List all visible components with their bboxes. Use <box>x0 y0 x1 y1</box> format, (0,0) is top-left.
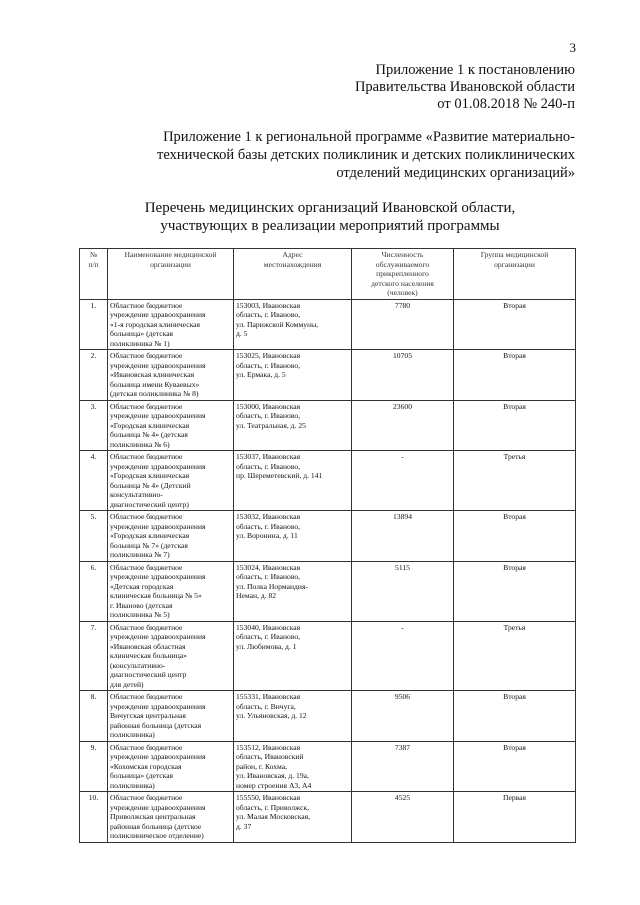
address-cell-line: 153040, Ивановская <box>236 622 301 632</box>
group-cell <box>454 511 576 562</box>
population-cell <box>352 621 454 691</box>
group-cell <box>454 451 576 511</box>
address-cell-line: ул. Воронина, д. 11 <box>236 531 298 540</box>
program-appendix-header <box>105 128 575 182</box>
organization-name-cell-line: Областное бюджетное <box>110 562 183 572</box>
table-row <box>80 511 576 562</box>
row-number-cell-line: 1. <box>90 300 97 310</box>
population-cell-line: 7387 <box>394 742 411 752</box>
header-num <box>80 249 108 300</box>
row-number-cell <box>80 350 108 401</box>
organization-name-cell-line: поликлиника) <box>110 730 155 739</box>
header-group-line: организации <box>494 259 535 269</box>
resolution-header-line-2: Правительства Ивановской области <box>354 79 575 95</box>
address-cell-line: область, г. Иваново, <box>236 360 301 370</box>
organization-name-cell <box>108 299 234 350</box>
table-row <box>80 299 576 350</box>
address-cell-line: область, г. Вичуга, <box>236 701 296 711</box>
organization-name-cell <box>108 400 234 451</box>
population-cell <box>352 741 454 792</box>
program-header-line-1: Приложение 1 к региональной программе «Развитие материально- <box>163 129 575 145</box>
group-cell-line: Вторая <box>503 692 526 701</box>
list-title <box>95 199 565 235</box>
address-cell-line: область, г. Иваново, <box>236 572 301 581</box>
resolution-appendix-header <box>355 62 575 113</box>
row-number-cell-line: 9. <box>90 742 97 752</box>
table-body <box>80 299 576 842</box>
group-cell <box>454 400 576 451</box>
organization-name-cell-line: учреждение здравоохранения <box>110 701 206 711</box>
address-cell-line: ул. Малая Московская, <box>236 812 311 821</box>
row-number-cell <box>80 511 108 562</box>
population-cell-line: 23600 <box>393 401 412 411</box>
organization-name-cell-line: клиническая больница» <box>110 651 187 660</box>
address-cell-line: д. 5 <box>236 329 248 338</box>
address-cell-line: ул. Театральная, д. 25 <box>236 420 306 430</box>
address-cell-line: пр. Шереметевский, д. 141 <box>236 471 323 480</box>
organization-name-cell-line: Областное бюджетное <box>110 793 183 802</box>
address-cell-line: область, г. Иваново, <box>236 310 301 319</box>
address-cell <box>234 691 352 742</box>
organization-name-cell-line: учреждение здравоохранения <box>110 752 206 761</box>
group-cell <box>454 792 576 843</box>
table-row <box>80 741 576 792</box>
header-population <box>352 249 454 300</box>
organization-name-cell-line: «Городская клиническая <box>110 420 190 430</box>
header-address-line: местонахождения <box>263 259 322 269</box>
organization-name-cell-line: учреждение здравоохранения <box>110 521 206 531</box>
organization-name-cell-line: поликлиника № 6) <box>110 439 170 449</box>
group-cell-line: Вторая <box>503 300 526 310</box>
header-num-line: п/п <box>88 259 99 269</box>
address-cell-line: номер строения А3, А4 <box>236 780 312 790</box>
address-cell-line: ул. Парижской Коммуны, <box>236 319 319 329</box>
organization-name-cell-line: (консультативно- <box>110 660 166 670</box>
address-cell <box>234 451 352 511</box>
header-population-line: обслуживаемого <box>375 259 430 269</box>
header-address <box>234 249 352 300</box>
header-population-line: Численность <box>381 250 424 259</box>
row-number-cell-line: 2. <box>90 351 97 360</box>
page-number: 3 <box>569 40 576 55</box>
row-number-cell-line: 7. <box>90 622 97 632</box>
organization-name-cell-line: (детская поликлиника № 8) <box>110 389 199 398</box>
address-cell-line: область, Ивановский <box>236 752 304 761</box>
address-cell <box>234 792 352 843</box>
address-cell-line: ул. Ульяновская, д. 12 <box>236 711 307 720</box>
row-number-cell-line: 4. <box>90 452 97 461</box>
organization-name-cell-line: больница» (детская <box>110 329 174 338</box>
population-cell-line: - <box>401 622 404 632</box>
resolution-header-line-3: от 01.08.2018 № 240-п <box>437 96 575 112</box>
population-cell <box>352 350 454 401</box>
organization-name-cell-line: районная больница (детская <box>110 720 202 730</box>
address-cell <box>234 741 352 792</box>
header-name-line: Наименование медицинской <box>124 250 217 259</box>
organization-name-cell-line: учреждение здравоохранения <box>110 632 206 641</box>
header-num-line: № <box>89 250 98 259</box>
organization-name-cell-line: Областное бюджетное <box>110 351 183 360</box>
organization-name-cell <box>108 741 234 792</box>
group-cell <box>454 561 576 621</box>
table-row <box>80 350 576 401</box>
organization-name-cell-line: «Ивановская клиническая <box>110 370 195 379</box>
population-cell-line: 7780 <box>394 300 411 310</box>
address-cell <box>234 561 352 621</box>
organization-name-cell <box>108 621 234 691</box>
group-cell-line: Вторая <box>503 562 526 572</box>
organization-name-cell-line: Областное бюджетное <box>110 512 183 521</box>
row-number-cell-line: 5. <box>90 512 97 521</box>
organization-name-cell-line: Областное бюджетное <box>110 742 183 752</box>
organization-name-cell <box>108 691 234 742</box>
organization-name-cell-line: диагностический центр) <box>110 499 189 509</box>
organization-name-cell-line: Областное бюджетное <box>110 622 183 632</box>
address-cell-line: 153024, Ивановская <box>236 562 301 572</box>
organization-name-cell-line: диагностический центр <box>110 670 187 679</box>
address-cell-line: 153512, Ивановская <box>236 742 301 752</box>
population-cell <box>352 451 454 511</box>
address-cell-line: ул. Ермака, д. 5 <box>236 370 286 379</box>
address-cell-line: 153037, Ивановская <box>236 452 301 461</box>
group-cell-line: Вторая <box>503 512 526 521</box>
address-cell-line: область, г. Иваново, <box>236 411 301 420</box>
organization-name-cell-line: учреждение здравоохранения <box>110 411 206 420</box>
group-cell <box>454 741 576 792</box>
address-cell-line: 155331, Ивановская <box>236 692 301 701</box>
row-number-cell <box>80 561 108 621</box>
table-row <box>80 400 576 451</box>
table-row <box>80 691 576 742</box>
organization-name-cell-line: больница № 4» (детская <box>110 430 188 439</box>
organization-name-cell-line: «Городская клиническая <box>110 531 190 540</box>
population-cell <box>352 299 454 350</box>
resolution-header-line-1: Приложение 1 к постановлению <box>375 62 575 78</box>
address-cell-line: 153032, Ивановская <box>236 512 301 521</box>
organization-name-cell-line: учреждение здравоохранения <box>110 461 206 471</box>
row-number-cell-line: 8. <box>90 692 97 701</box>
address-cell <box>234 511 352 562</box>
group-cell-line: Третья <box>503 452 526 461</box>
list-title-line-2: участвующих в реализации мероприятий программы <box>160 218 500 234</box>
organization-name-cell-line: поликлиника № 7) <box>110 550 170 559</box>
population-cell <box>352 511 454 562</box>
organization-name-cell-line: районная больница (детское <box>110 821 202 831</box>
population-cell-line: 4525 <box>394 793 411 802</box>
organization-name-cell-line: Приволжская центральная <box>110 812 196 821</box>
group-cell <box>454 350 576 401</box>
organization-name-cell-line: поликлиника) <box>110 780 155 790</box>
header-group <box>454 249 576 300</box>
organization-name-cell-line: «Ивановская областная <box>110 641 186 651</box>
row-number-cell-line: 6. <box>90 562 97 572</box>
table-header-row <box>80 249 576 300</box>
address-cell-line: 153025, Ивановская <box>236 351 301 360</box>
organization-name-cell-line: учреждение здравоохранения <box>110 360 206 370</box>
organization-name-cell-line: «Городская клиническая <box>110 471 190 480</box>
organization-name-cell-line: больница» (детская <box>110 771 174 780</box>
address-cell-line: 153003, Ивановская <box>236 300 301 310</box>
organization-name-cell <box>108 561 234 621</box>
address-cell-line: ул. Любимова, д. 1 <box>236 641 297 651</box>
address-cell <box>234 299 352 350</box>
organization-name-cell-line: консультативно- <box>110 490 163 499</box>
address-cell-line: область, г. Иваново, <box>236 461 301 471</box>
organization-name-cell-line: «Детская городская <box>110 581 174 591</box>
row-number-cell <box>80 299 108 350</box>
population-cell-line: 10705 <box>393 351 412 360</box>
group-cell-line: Третья <box>503 622 526 632</box>
organization-name-cell-line: г. Иваново (детская <box>110 600 173 610</box>
group-cell-line: Вторая <box>503 742 526 752</box>
row-number-cell <box>80 400 108 451</box>
header-population-line: детского населения <box>371 278 434 288</box>
organization-name-cell-line: «1-я городская клиническая <box>110 319 201 329</box>
program-header-line-3: отделений медицинских организаций» <box>336 165 575 181</box>
header-population-line: прикрепленного <box>376 269 429 278</box>
row-number-cell <box>80 741 108 792</box>
population-cell-line: 5115 <box>395 562 410 572</box>
organization-name-cell <box>108 511 234 562</box>
table-row <box>80 621 576 691</box>
row-number-cell <box>80 451 108 511</box>
organization-name-cell-line: поликлиника № 1) <box>110 338 170 348</box>
population-cell <box>352 400 454 451</box>
population-cell <box>352 792 454 843</box>
address-cell <box>234 400 352 451</box>
header-population-line: (человек) <box>387 288 418 297</box>
population-cell-line: - <box>401 452 404 461</box>
header-name <box>108 249 234 300</box>
population-cell-line: 9506 <box>394 692 411 701</box>
table-row <box>80 792 576 843</box>
organization-name-cell-line: поликлиника № 5) <box>110 610 170 619</box>
group-cell-line: Вторая <box>503 351 526 360</box>
address-cell-line: область, г. Приволжск, <box>236 802 310 812</box>
row-number-cell-line: 3. <box>90 401 97 411</box>
organization-name-cell <box>108 451 234 511</box>
organization-name-cell-line: Областное бюджетное <box>110 401 183 411</box>
organization-name-cell-line: Областное бюджетное <box>110 452 183 461</box>
table-row <box>80 451 576 511</box>
group-cell <box>454 621 576 691</box>
organization-name-cell-line: для детей) <box>110 679 144 689</box>
address-cell <box>234 621 352 691</box>
organizations-table <box>79 248 576 843</box>
group-cell <box>454 691 576 742</box>
organization-name-cell-line: учреждение здравоохранения <box>110 572 206 581</box>
address-cell-line: 153000, Ивановская <box>236 401 301 411</box>
organization-name-cell-line: учреждение здравоохранения <box>110 802 206 812</box>
table-row <box>80 561 576 621</box>
organization-name-cell-line: Вичугская центральная <box>110 711 186 720</box>
organization-name-cell-line: Областное бюджетное <box>110 692 183 701</box>
list-title-line-1: Перечень медицинских организаций Ивановской области, <box>144 200 516 216</box>
group-cell <box>454 299 576 350</box>
address-cell-line: Неман, д. 82 <box>236 591 277 600</box>
row-number-cell <box>80 691 108 742</box>
row-number-cell-line: 10. <box>88 793 99 802</box>
population-cell <box>352 561 454 621</box>
population-cell <box>352 691 454 742</box>
group-cell-line: Вторая <box>503 401 526 411</box>
address-cell-line: ул. Ивановская, д. 19а, <box>236 771 309 780</box>
header-group-line: Группа медицинской <box>480 250 549 259</box>
organization-name-cell-line: клиническая больница № 5» <box>110 591 202 600</box>
organization-name-cell <box>108 792 234 843</box>
address-cell-line: область, г. Иваново, <box>236 632 301 641</box>
address-cell-line: область, г. Иваново, <box>236 521 301 531</box>
organization-name-cell-line: Областное бюджетное <box>110 300 183 310</box>
organization-name-cell-line: больница имени Куваевых» <box>110 379 200 389</box>
organization-name-cell-line: поликлиническое отделение) <box>110 831 204 840</box>
address-cell-line: д. 37 <box>236 821 252 831</box>
header-name-line: организации <box>150 259 191 269</box>
row-number-cell <box>80 792 108 843</box>
organization-name-cell-line: больница № 7» (детская <box>110 540 188 550</box>
program-header-line-2: технической базы детских поликлиник и детских поликлинических <box>157 147 575 163</box>
population-cell-line: 13894 <box>393 512 412 521</box>
group-cell-line: Первая <box>503 793 526 802</box>
row-number-cell <box>80 621 108 691</box>
organization-name-cell-line: больница № 4» (Детский <box>110 480 191 490</box>
organization-name-cell-line: «Кохомская городская <box>110 761 182 771</box>
organization-name-cell <box>108 350 234 401</box>
organization-name-cell-line: учреждение здравоохранения <box>110 310 206 319</box>
header-address-line: Адрес <box>282 250 303 259</box>
address-cell-line: ул. Полка Нормандия- <box>236 581 308 591</box>
address-cell-line: 155550, Ивановская <box>236 793 301 802</box>
address-cell-line: район, г. Кохма, <box>236 761 288 771</box>
address-cell <box>234 350 352 401</box>
